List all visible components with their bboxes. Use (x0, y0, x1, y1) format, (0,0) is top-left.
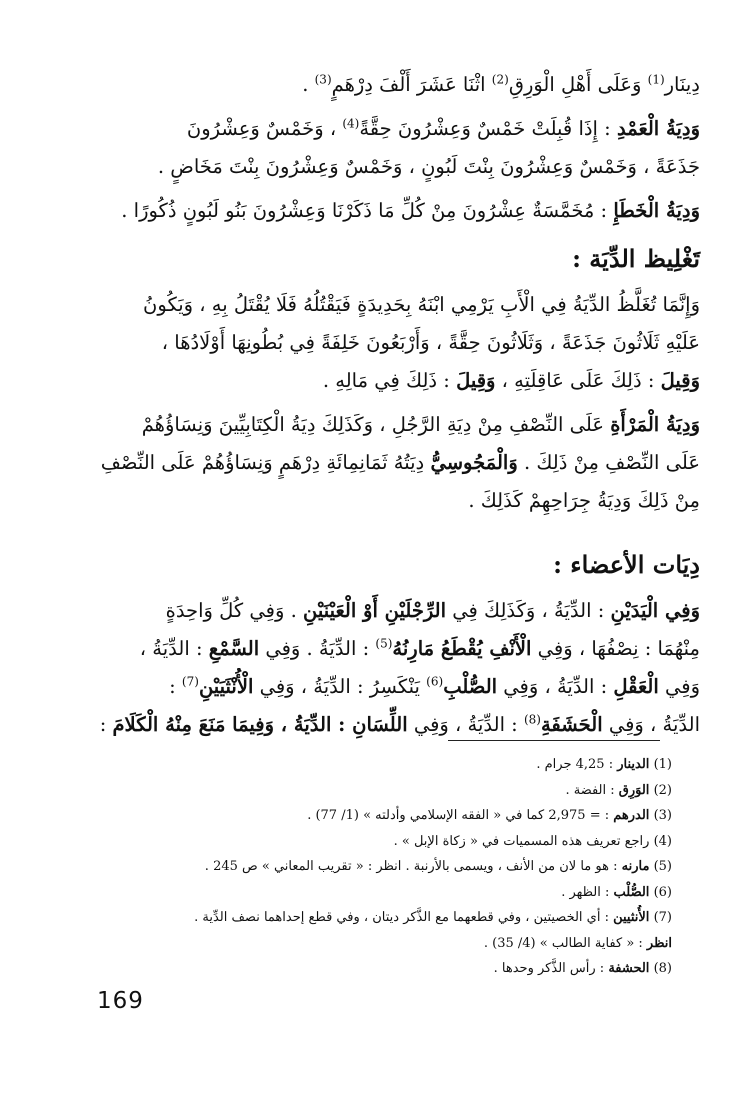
footnote-ref-3[interactable]: (3) (314, 72, 332, 87)
line (60, 630, 700, 668)
footnote-text: : = 2,975 كما في « الفقه الإسلامي وأدلته » (1/ 77) . (307, 808, 614, 823)
text: وَعَلَى أَهْلِ الْوَرِقِ (508, 73, 648, 96)
footnote-ref-7[interactable]: (7) (181, 674, 199, 689)
footnote-number: (6) (653, 884, 672, 900)
line (60, 706, 700, 744)
footnote-term: الصُّلْب (613, 884, 650, 900)
footnote-3 (60, 803, 672, 829)
term-lisan: اللِّسَانِ : الدِّيَةُ ، وَفِيمَا مَنَعَ مِنْهُ الْكَلَامَ (112, 713, 408, 736)
term-anf: الْأَنْفِ يُقْطَعُ مَارِنُهُ (392, 637, 532, 660)
text: . وَفِي كُلِّ وَاحِدَةٍ (165, 599, 303, 622)
text: : (169, 675, 182, 698)
text: مِنْهُمَا : نِصْفُهَا ، وَفِي (531, 637, 700, 660)
line (60, 66, 700, 104)
text: اثْنَا عَشَرَ أَلْفَ دِرْهَمٍ (331, 73, 492, 96)
section-heading-adaa: دِيَات الأعضاء : (553, 550, 700, 579)
footnote-4 (60, 829, 672, 855)
footnote-number: (8) (653, 961, 672, 976)
text: وَفِي (658, 675, 700, 698)
footnote-ref-2[interactable]: (2) (491, 72, 509, 87)
line (60, 192, 700, 230)
footnote-number: (2) (653, 782, 672, 798)
page-body (60, 66, 700, 750)
footnote-number: (7) (653, 910, 672, 925)
text: عَلَى النِّصْفِ مِنْ ذَلِكَ . (517, 451, 700, 474)
term-diyat-amd: وَدِيَةُ الْعَمْدِ (616, 117, 700, 140)
term-sam: السَّمْعِ (208, 637, 260, 660)
footnote-text: : الظهر . (561, 884, 614, 900)
footnote-term: الدينار (617, 757, 650, 772)
line (60, 668, 700, 706)
footnote-7 (60, 905, 672, 931)
footnote-term: الدرهم (613, 808, 650, 823)
term-unthayayn: الْأُنْثَيَيْنِ (198, 675, 254, 698)
line (60, 362, 700, 400)
text: . (302, 73, 315, 96)
footnote-2 (60, 778, 672, 804)
footnote-1 (60, 752, 672, 778)
paragraph-diyat-marah (60, 406, 700, 520)
line: عَلَيْهِ ثَلَاثُونَ جَذَعَةً ، وَثَلَاثُونَ حِقَّةً ، وَأَرْبَعُونَ خَلِفَةً فِي بُطُونِهَا أَوْلَادُهَا ، (161, 331, 700, 354)
term-yadayn: وَفِي الْيَدَيْنِ (610, 599, 700, 622)
footnote-term: الوَرِق (618, 782, 650, 798)
footnote-ref-8[interactable]: (8) (523, 712, 541, 727)
footnote-text: : « كفاية الطالب » (4/ 35) . (483, 935, 647, 951)
text: : الدِّيَةُ ، (139, 637, 209, 660)
text: : إِذَا قُبِلَتْ خَمْسٌ وَعِشْرُونَ حِقَّةً (359, 117, 617, 140)
footnote-ref-5[interactable]: (5) (375, 636, 393, 651)
text: : ذَلِكَ عَلَى عَاقِلَتِهِ ، (495, 369, 661, 392)
line: وَإِنَّمَا تُغَلَّظُ الدِّيَةُ فِي الْأَبِ يَرْمِي ابْنَهُ بِحَدِيدَةٍ فَيَقْتُلُهُ فَلَا يُقْتَلُ بِهِ ، وَيَكُونُ (143, 293, 700, 316)
line: مِنْ ذَلِكَ وَدِيَةُ جِرَاحِهِمْ كَذَلِكَ . (468, 489, 700, 512)
footnote-6 (60, 880, 672, 906)
text: دِيَتُهُ ثَمَانِمِائَةِ دِرْهَمٍ وَنِسَاؤُهُمْ عَلَى النِّصْفِ (100, 451, 431, 474)
text: يَنْكَسِرُ : الدِّيَةُ ، وَفِي (253, 675, 427, 698)
footnote-5 (60, 854, 672, 880)
term-sulb: الصُّلْبِ (443, 675, 498, 698)
footnote-number: (1) (653, 757, 672, 772)
paragraph-taghlith (60, 286, 700, 400)
line (60, 406, 700, 444)
footnote-ref-6[interactable]: (6) (426, 674, 444, 689)
line: جَذَعَةً ، وَخَمْسٌ وَعِشْرُونَ بِنْتَ لَبُونٍ ، وَخَمْسٌ وَعِشْرُونَ بِنْتَ مَخَاضٍ . (157, 155, 700, 178)
section-heading-taghlith: تَغْلِيظ الدِّيَة : (572, 244, 700, 273)
term-hashafa: الْحَشَفَةِ (540, 713, 603, 736)
term-diyat-khata: وَدِيَةُ الْخَطَإِ (613, 199, 700, 222)
footnote-term: الأُنثيين (613, 910, 650, 925)
footnote-number: (4) (653, 833, 672, 849)
paragraph-diyat-amd (60, 110, 700, 186)
footnote-ref-4[interactable]: (4) (342, 116, 360, 131)
paragraph-diyat-khata (60, 192, 700, 230)
term-qil: وَقِيلَ (456, 369, 496, 392)
footnote-8 (60, 956, 672, 982)
footnotes (60, 752, 672, 982)
text: دِينَار (664, 73, 700, 96)
footnote-7-see-also (60, 931, 672, 957)
footnote-number: (3) (653, 808, 672, 823)
term-qil: وَقِيلَ (660, 369, 700, 392)
footnote-text: : رأس الذَّكر وحدها . (493, 961, 609, 976)
text: : مُخَمَّسَةٌ عِشْرُونَ مِنْ كُلِّ مَا ذَكَرْنَا وَعِشْرُونَ بَنُو لَبُونٍ ذُكُورًا . (121, 199, 614, 222)
line (60, 444, 700, 482)
text: الدِّيَةُ ، وَفِي (602, 713, 700, 736)
footnote-text: : أي الخصيتين ، وفي قطعهما مع الذَّكر ديتان ، وفي قطع إحداهما نصف الدِّية . (194, 910, 614, 925)
footnote-term: مارنه (621, 859, 650, 874)
footnote-text: : هو ما لان من الأنف ، ويسمى بالأرنبة . انظر : « تقريب المعاني » ص 245 . (204, 859, 622, 874)
paragraph-adaa (60, 592, 700, 744)
paragraph-dinar (60, 66, 700, 104)
term-diyat-marah: وَدِيَةُ الْمَرْأَةِ (610, 413, 700, 436)
text: : ذَلِكَ فِي مَالِهِ . (322, 369, 457, 392)
footnote-text: : 4,25 جرام . (536, 757, 618, 772)
text: : الدِّيَةُ ، وَفِي (497, 675, 614, 698)
footnote-ref-1[interactable]: (1) (647, 72, 665, 87)
text: ، وَخَمْسٌ وَعِشْرُونَ (186, 117, 343, 140)
text: : الدِّيَةُ ، وَكَذَلِكَ فِي (446, 599, 611, 622)
footnote-number: (5) (653, 859, 672, 874)
line (60, 592, 700, 630)
line (60, 110, 700, 148)
footnote-term: انظر (646, 935, 672, 951)
term-aql: الْعَقْلِ (613, 675, 659, 698)
text: : (99, 713, 113, 736)
term-rijlayn: الرِّجْلَيْنِ أَوْ الْعَيْنَيْنِ (303, 599, 447, 622)
text: : الدِّيَةُ . وَفِي (259, 637, 376, 660)
term-majusi: وَالْمَجُوسِيُّ (430, 451, 518, 474)
footnote-text: راجع تعريف هذه المسميات في « زكاة الإبل » . (393, 833, 650, 849)
page-number: 169 (97, 988, 144, 1014)
footnote-term: الحشفة (608, 961, 650, 976)
text: : الدِّيَةُ ، وَفِي (407, 713, 524, 736)
text: عَلَى النِّصْفِ مِنْ دِيَةِ الرَّجُلِ ، وَكَذَلِكَ دِيَةُ الْكِتَابِيِّينَ وَنِسَاؤُهُمْ (141, 413, 611, 436)
footnote-divider (448, 740, 660, 741)
footnote-text: : الفضة . (565, 782, 619, 798)
